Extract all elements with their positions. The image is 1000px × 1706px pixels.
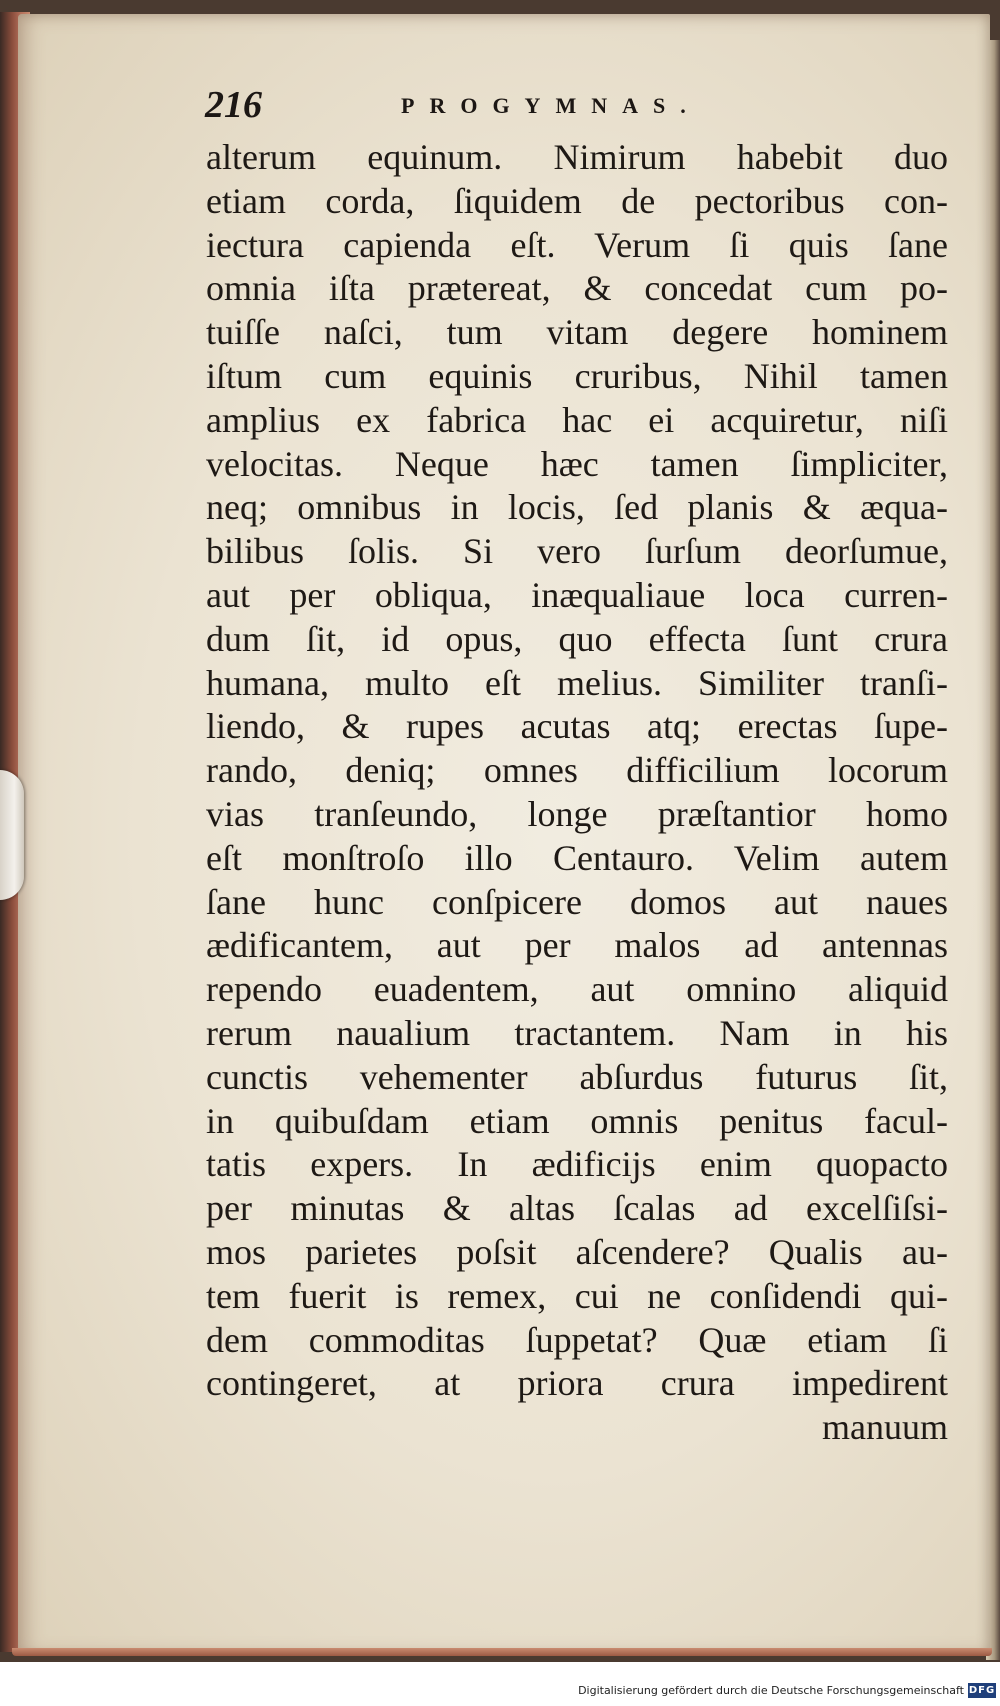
text-line: rerum naualium tractantem. Nam in his (206, 1012, 948, 1053)
page-header (205, 84, 845, 126)
text-line: rando, deniq; omnes difficilium locorum (206, 750, 948, 791)
text-line: liendo, & rupes acutas atq; erectas ſupe- (206, 706, 948, 747)
text-line: iſtum cum equinis cruribus, Nihil tamen (206, 355, 948, 396)
catchword: manuum (822, 1407, 948, 1448)
text-line: amplius ex fabrica hac ei acquiretur, niſi (206, 399, 948, 440)
text-line: tem fuerit is remex, cui ne conſidendi qui- (206, 1275, 948, 1316)
text-line: humana, multo eſt melius. Similiter tranſi- (206, 662, 948, 703)
text-line: eſt monſtroſo illo Centauro. Velim autem (206, 837, 948, 878)
text-line: dum ſit, id opus, quo effecta ſunt crura (206, 618, 948, 659)
text-line: aut per obliqua, inæqualiaue loca curren- (206, 574, 948, 615)
text-line: in quibuſdam etiam omnis penitus facul- (206, 1100, 948, 1141)
text-line: tuiſſe naſci, tum vitam degere hominem (206, 312, 948, 353)
text-line: mos parietes poſsit aſcendere? Qualis au- (206, 1231, 948, 1272)
text-line: dem commoditas ſuppetat? Quæ etiam ſi (206, 1319, 948, 1360)
text-line: rependo euadentem, aut omnino aliquid (206, 969, 948, 1010)
text-line: per minutas & altas ſcalas ad excelſiſsi- (206, 1188, 948, 1229)
text-line: tatis expers. In ædificijs enim quopacto (206, 1144, 948, 1185)
text-line: vias tranſeundo, longe præſtantior homo (206, 793, 948, 834)
dfg-logo: DFG (968, 1685, 996, 1696)
text-line: ſane hunc conſpicere domos aut naues (206, 881, 948, 922)
page-bottom-edge (12, 1648, 992, 1656)
text-line: ædificantem, aut per malos ad antennas (206, 925, 948, 966)
text-line: neq; omnibus in locis, ſed planis & æqua- (206, 487, 948, 528)
text-line: omnia iſta prætereat, & concedat cum po- (206, 268, 948, 309)
funding-credit: Digitalisierung gefördert durch die Deutsche Forschungsgemeinschaft (578, 1684, 964, 1697)
text-line: alterum equinum. Nimirum habebit duo (206, 137, 948, 177)
page-clip (0, 770, 24, 900)
text-block (206, 136, 948, 1450)
running-head: PROGYMNAS. (401, 93, 701, 118)
text-line: iectura capienda eſt. Verum ſi quis ſane (206, 224, 948, 265)
text-line: cunctis vehementer abſurdus futurus ſit, (206, 1056, 948, 1097)
page-number: 216 (205, 84, 262, 126)
text-line: etiam corda, ſiquidem de pectoribus con- (206, 180, 948, 221)
text-line: velocitas. Neque hæc tamen ſimpliciter, (206, 443, 948, 484)
text-line: bilibus ſolis. Si vero ſurſum deorſumue, (206, 531, 948, 572)
text-line: contingeret, at priora crura impedirent (206, 1363, 948, 1404)
